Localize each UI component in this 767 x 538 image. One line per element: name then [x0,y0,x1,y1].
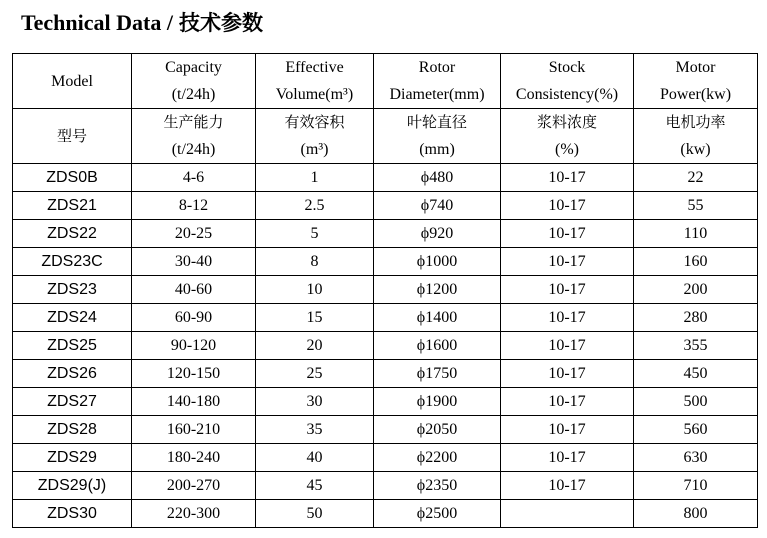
cell-volume: 25 [256,360,374,388]
cell-volume: 2.5 [256,192,374,220]
cell-capacity: 60-90 [132,304,256,332]
cell-rotor-diameter: ϕ1200 [374,276,501,304]
cell-volume: 35 [256,416,374,444]
header-line: (m³) [300,141,329,158]
cell-rotor-diameter: ϕ920 [374,220,501,248]
cell-motor-power: 630 [634,444,758,472]
cell-consistency: 10-17 [501,192,634,220]
cell-motor-power: 500 [634,388,758,416]
cell-capacity: 160-210 [132,416,256,444]
title-zh: 技术参数 [178,11,263,35]
cell-model: ZDS24 [13,304,132,332]
header-line: Rotor [418,59,456,76]
cell-rotor-diameter: ϕ1000 [374,248,501,276]
cell-motor-power: 560 [634,416,758,444]
cell-volume: 8 [256,248,374,276]
header-line: (mm) [419,141,455,158]
cell-capacity: 40-60 [132,276,256,304]
cell-consistency: 10-17 [501,276,634,304]
header-line: (%) [555,141,579,158]
cell-motor-power: 355 [634,332,758,360]
cell-capacity: 30-40 [132,248,256,276]
header-line: Diameter(mm) [389,86,485,103]
header-line: Effective [285,59,344,76]
table-row [13,444,758,472]
cell-motor-power: 710 [634,472,758,500]
cell-model: ZDS29 [13,444,132,472]
header-volume-zh [256,109,374,164]
table-row [13,472,758,500]
header-line: Consistency(%) [515,86,619,103]
header-capacity-zh [132,109,256,164]
header-line: (t/24h) [171,141,216,158]
cell-rotor-diameter: ϕ740 [374,192,501,220]
cell-consistency: 10-17 [501,332,634,360]
header-volume-en [256,54,374,109]
cell-volume: 5 [256,220,374,248]
header-line: Volume(m³) [275,86,354,103]
cell-model: ZDS0B [13,164,132,192]
cell-consistency: 10-17 [501,416,634,444]
header-line: Motor [675,59,716,76]
cell-capacity: 180-240 [132,444,256,472]
cell-motor-power: 450 [634,360,758,388]
header-capacity-en [132,54,256,109]
cell-rotor-diameter: ϕ2350 [374,472,501,500]
table-row [13,220,758,248]
cell-consistency: 10-17 [501,360,634,388]
cell-capacity: 200-270 [132,472,256,500]
header-rotor-diameter-zh [374,109,501,164]
cell-model: ZDS22 [13,220,132,248]
cell-volume: 45 [256,472,374,500]
header-line: 浆料浓度 [536,113,597,131]
header-row-en [13,54,758,109]
cell-motor-power: 110 [634,220,758,248]
cell-rotor-diameter: ϕ1750 [374,360,501,388]
cell-rotor-diameter: ϕ1600 [374,332,501,360]
technical-data-table [12,53,758,528]
cell-volume: 30 [256,388,374,416]
cell-rotor-diameter: ϕ1900 [374,388,501,416]
cell-consistency: 10-17 [501,164,634,192]
cell-capacity: 220-300 [132,500,256,528]
cell-volume: 10 [256,276,374,304]
header-line: Power(kw) [659,86,732,103]
header-line: 电机功率 [665,113,726,131]
cell-model: ZDS27 [13,388,132,416]
header-line: (kw) [680,141,711,158]
header-line: 有效容积 [284,113,345,131]
cell-volume: 15 [256,304,374,332]
cell-consistency: 10-17 [501,220,634,248]
title-en: Technical Data / [21,10,173,35]
cell-capacity: 20-25 [132,220,256,248]
header-consistency-en [501,54,634,109]
cell-rotor-diameter: ϕ480 [374,164,501,192]
cell-volume: 20 [256,332,374,360]
table-row [13,388,758,416]
cell-rotor-diameter: ϕ1400 [374,304,501,332]
header-row-zh [13,109,758,164]
table-row [13,276,758,304]
header-model-en [13,54,132,109]
cell-model: ZDS28 [13,416,132,444]
cell-capacity: 90-120 [132,332,256,360]
cell-motor-power: 280 [634,304,758,332]
table-row [13,304,758,332]
header-line: 生产能力 [163,113,224,131]
table-row [13,416,758,444]
cell-model: ZDS21 [13,192,132,220]
header-model-zh [13,109,132,164]
table-row [13,332,758,360]
cell-capacity: 140-180 [132,388,256,416]
cell-model: ZDS25 [13,332,132,360]
cell-capacity: 120-150 [132,360,256,388]
table-row [13,360,758,388]
cell-consistency: 10-17 [501,444,634,472]
header-motor-power-zh [634,109,758,164]
cell-model: ZDS26 [13,360,132,388]
cell-consistency [501,500,634,528]
table-body [13,54,758,528]
cell-rotor-diameter: ϕ2050 [374,416,501,444]
header-motor-power-en [634,54,758,109]
header-line: Stock [548,59,586,76]
cell-motor-power: 160 [634,248,758,276]
cell-consistency: 10-17 [501,304,634,332]
header-line: Model [51,72,93,90]
cell-volume: 40 [256,444,374,472]
header-line: 型号 [56,126,87,145]
cell-rotor-diameter: ϕ2500 [374,500,501,528]
table-row [13,248,758,276]
cell-motor-power: 800 [634,500,758,528]
cell-consistency: 10-17 [501,472,634,500]
table-row [13,192,758,220]
page-title [21,8,263,38]
header-line: 叶轮直径 [406,113,467,131]
cell-capacity: 4-6 [132,164,256,192]
header-line: Capacity [165,59,222,76]
header-line: (t/24h) [171,86,216,103]
cell-motor-power: 22 [634,164,758,192]
cell-volume: 50 [256,500,374,528]
cell-model: ZDS23 [13,276,132,304]
cell-model: ZDS29(J) [13,472,132,500]
table-row [13,500,758,528]
header-rotor-diameter-en [374,54,501,109]
cell-rotor-diameter: ϕ2200 [374,444,501,472]
cell-volume: 1 [256,164,374,192]
cell-model: ZDS23C [13,248,132,276]
header-consistency-zh [501,109,634,164]
cell-capacity: 8-12 [132,192,256,220]
table-row [13,164,758,192]
cell-consistency: 10-17 [501,388,634,416]
cell-motor-power: 200 [634,276,758,304]
cell-model: ZDS30 [13,500,132,528]
cell-motor-power: 55 [634,192,758,220]
cell-consistency: 10-17 [501,248,634,276]
